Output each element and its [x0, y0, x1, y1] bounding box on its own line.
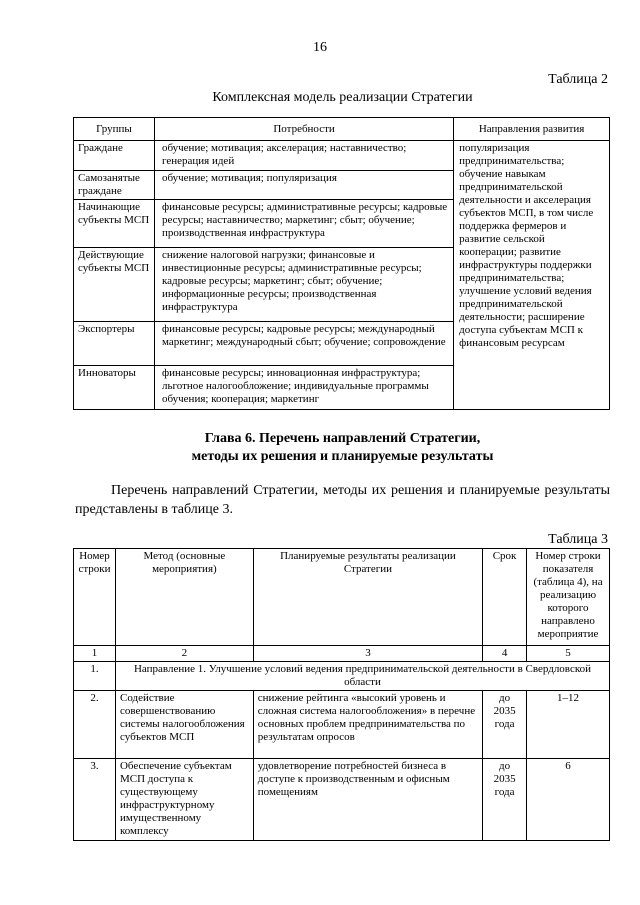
indicator-cell: 6 [527, 759, 610, 841]
column-number: 1 [74, 646, 116, 662]
column-number: 4 [483, 646, 527, 662]
method-cell: Содействие совершенствованию системы налогообложения субъектов МСП [115, 691, 253, 759]
method-cell: Обеспечение субъектам МСП доступа к существующему инфраструктурному имущественному комплексу [115, 759, 253, 841]
chapter-title [0, 430, 640, 466]
table2-needs: снижение налоговой нагрузки; финансовые и инвестиционные ресурсы; административные ресурсы; кадровые ресурсы; маркетинг; сбыт; обучение; информационные ресурсы; производственная инфраструктура [154, 248, 453, 322]
table3-header-indicator: Номер строки показателя (таблица 4), на реализацию которого направлено мероприятие [527, 549, 610, 646]
result-cell: снижение рейтинга «высокий уровень и сложная система налогообложения» в перечне основных проблем предпринимательства по результатам опросов [253, 691, 482, 759]
term-cell: до 2035 года [483, 691, 527, 759]
table2-group: Действующие субъекты МСП [74, 248, 155, 322]
table2-group: Граждане [74, 141, 155, 171]
column-number: 5 [527, 646, 610, 662]
table2-needs: финансовые ресурсы; кадровые ресурсы; международный маркетинг; международный сбыт; обучение; сопровождение [154, 322, 453, 366]
table2-group: Экспортеры [74, 322, 155, 366]
term-cell: до 2035 года [483, 759, 527, 841]
table3-header-term: Срок [483, 549, 527, 646]
table-row [74, 759, 610, 841]
chapter-title-line1: Глава 6. Перечень направлений Стратегии, [204, 431, 481, 446]
table2-needs: финансовые ресурсы; административные ресурсы; кадровые ресурсы; наставничество; маркетинг; сбыт; обучение; производственная инфраструктура [154, 200, 453, 248]
table2 [73, 117, 610, 410]
table3-header-method: Метод (основные мероприятия) [115, 549, 253, 646]
column-number: 3 [253, 646, 482, 662]
table3-header-row [74, 549, 610, 646]
table3-column-numbers [74, 646, 610, 662]
table2-needs: финансовые ресурсы; инновационная инфраструктура; льготное налогообложение; индивидуальные программы обучения; кооперация; маркетинг [154, 366, 453, 410]
indicator-cell: 1–12 [527, 691, 610, 759]
table2-group: Самозанятые граждане [74, 171, 155, 200]
row-number: 1. [74, 662, 116, 691]
table2-needs: обучение; мотивация; популяризация [154, 171, 453, 200]
table2-group: Инноваторы [74, 366, 155, 410]
table3 [73, 548, 610, 841]
table3-section-row [74, 662, 610, 691]
table2-header-row [74, 118, 610, 141]
table3-caption: Таблица 3 [548, 532, 608, 547]
table2-needs: обучение; мотивация; акселерация; наставничество; генерация идей [154, 141, 453, 171]
table2-header-directions: Направления развития [454, 118, 610, 141]
body-paragraph: Перечень направлений Стратегии, методы их решения и планируемые результаты представлены в таблице 3. [75, 483, 610, 517]
table2-header-needs: Потребности [154, 118, 453, 141]
table3-header-row-number: Номер строки [74, 549, 116, 646]
row-number: 3. [74, 759, 116, 841]
table3-header-results: Планируемые результаты реализации Стратегии [253, 549, 482, 646]
section-title: Направление 1. Улучшение условий ведения предпринимательской деятельности в Свердловской области [115, 662, 609, 691]
table2-caption: Таблица 2 [548, 72, 608, 87]
result-cell: удовлетворение потребностей бизнеса в доступе к производственным и офисным помещениям [253, 759, 482, 841]
table2-title: Комплексная модель реализации Стратегии [212, 90, 473, 105]
table2-directions: популяризация предпринимательства; обучение навыкам предпринимательской деятельности и акселерация субъектов МСП, в том числе поддержка фермеров и развитие сельской кооперации; развитие инфраструктуры поддержки предпринимательства; улучшение условий ведения предпринимательской деятельности; расширение доступа субъектам МСП к финансовым ресурсам [454, 141, 610, 410]
table-row [74, 691, 610, 759]
page-number: 16 [313, 40, 327, 55]
row-number: 2. [74, 691, 116, 759]
chapter-title-line2: методы их решения и планируемые результаты [191, 449, 494, 464]
table-row [74, 141, 610, 171]
table2-header-groups: Группы [74, 118, 155, 141]
table2-group: Начинающие субъекты МСП [74, 200, 155, 248]
column-number: 2 [115, 646, 253, 662]
